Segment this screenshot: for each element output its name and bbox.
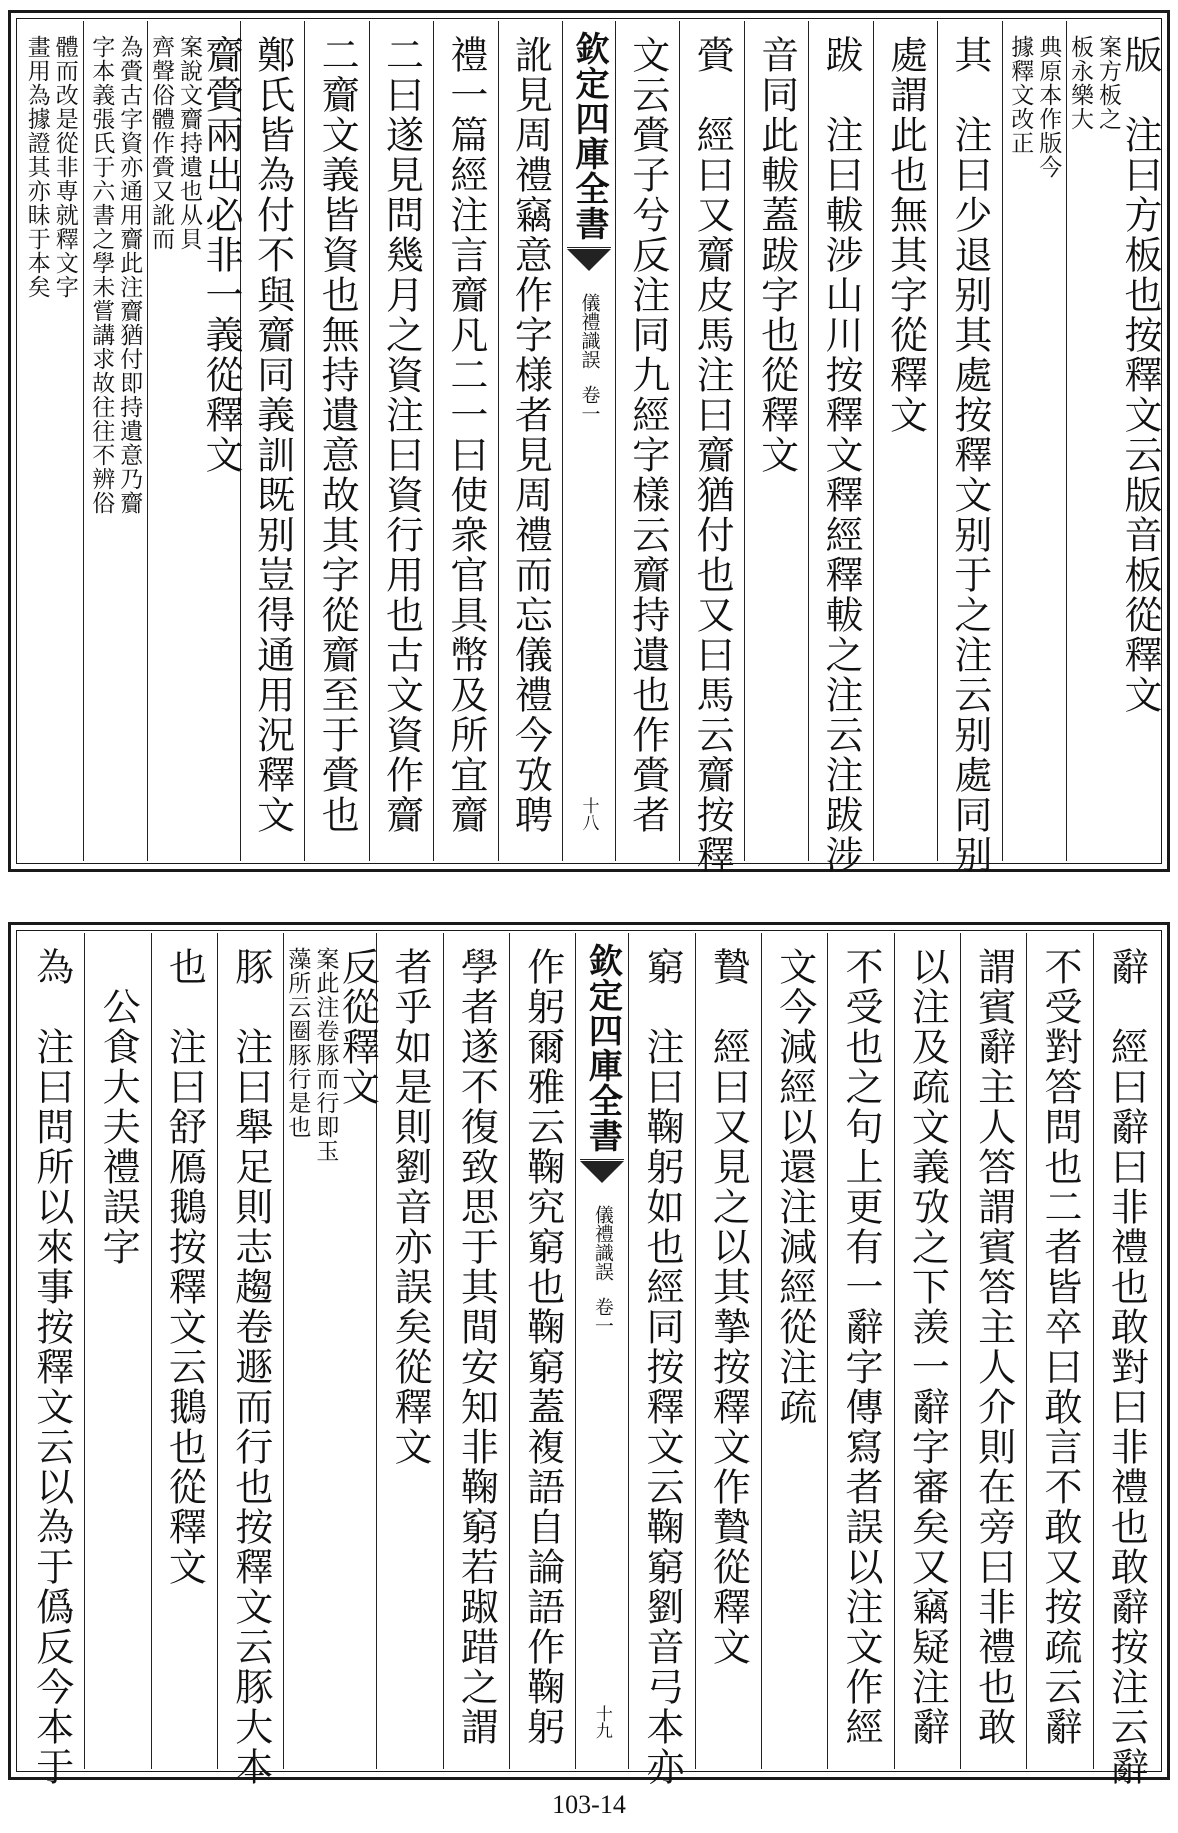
column-text: 豚 注曰舉足則志趨卷遯而行也按釋文云豚大本	[228, 947, 273, 1787]
column-text: 二齎文義皆資也無持遺意故其字從齎至于賫也	[315, 35, 360, 835]
text-column	[304, 21, 368, 861]
column-text: 作躬爾雅云鞠究窮也鞠窮蓋複語自論語作鞠躬	[520, 947, 565, 1747]
commentary-note: 案說文齎持遺也从貝	[175, 35, 202, 251]
commentary-note: 體而改是從非専就釋文字	[51, 35, 78, 299]
column-text: 其 注曰少退别其處按釋文别于之注云别處同别	[947, 35, 992, 875]
text-column	[1066, 21, 1162, 861]
volume-label: 卷一	[578, 385, 601, 423]
column-with-notes	[1067, 21, 1162, 715]
commentary-note: 為賫古字資亦通用齎此注齎猶付即持遺意乃齎	[116, 35, 143, 515]
volume-label: 卷一	[591, 1297, 614, 1335]
column-text: 不受也之句上更有一辭字傳寫者誤以注文作經	[839, 947, 884, 1747]
column-text: 文今減經以還注減經從注疏	[772, 947, 817, 1427]
text-column	[808, 21, 872, 875]
text-column	[1093, 933, 1159, 1787]
column-text: 鄭氏皆為付不與齎同義訓既别豈得通用況釋文	[250, 35, 295, 835]
text-column	[151, 933, 217, 1769]
text-column	[873, 21, 937, 861]
column-text: 窮 注曰鞠躬如也經同按釋文云鞠窮劉音弓本亦	[640, 947, 685, 1787]
commentary-note: 板永樂大	[1067, 35, 1093, 131]
column-text: 二曰遂見問幾月之資注曰資行用也古文資作齎	[379, 35, 424, 835]
column-text: 者乎如是則劉音亦誤矣從釋文	[388, 947, 433, 1467]
text-column	[498, 21, 562, 861]
text-column	[433, 21, 497, 861]
commentary-note: 案方板之	[1095, 35, 1121, 131]
folio-number: 十八	[578, 797, 599, 831]
text-column	[937, 21, 1001, 875]
column-text: 賫 經曰又齎皮馬注曰齎猶付也又曰馬云齎按釋	[690, 35, 735, 875]
column-text: 訛見周禮竊意作字様者見周禮而忘儀禮今攷聘	[508, 35, 553, 835]
text-column	[369, 21, 433, 861]
column-text: 謂賓辭主人答謂賓答主人介則在旁曰非禮也敢	[971, 947, 1016, 1747]
column-text: 贄 經曰又見之以其摯按釋文作贄從釋文	[706, 947, 751, 1667]
commentary-note: 典原本作版今	[1035, 35, 1062, 179]
commentary-note: 藻所云圈豚行是也	[284, 947, 311, 1139]
fish-tail-header	[575, 933, 628, 1769]
text-column	[509, 933, 575, 1769]
column-text: 不受對答問也二者皆卒曰敢言不敢又按疏云辭	[1038, 947, 1082, 1747]
book-title: 儀禮識誤	[578, 293, 601, 369]
fish-tail-header	[562, 21, 615, 861]
folio-number: 十九	[591, 1705, 612, 1739]
column-text: 禮一篇經注言齎凡二一曰使衆官具幣及所宜齎	[443, 35, 488, 835]
text-column	[679, 21, 743, 875]
page-number: 103-14	[552, 1790, 626, 1819]
text-column	[761, 933, 827, 1769]
bottom-page-frame	[8, 922, 1170, 1787]
top-page-frame	[8, 10, 1170, 875]
commentary-note: 齊聲俗體作賫又訛而	[147, 35, 174, 251]
column-text: 處謂此也無其字從釋文	[883, 35, 928, 435]
fish-tail-mark	[578, 1159, 626, 1189]
text-column	[19, 933, 84, 1787]
text-column	[84, 933, 150, 1769]
column-text: 辭 經曰辭曰非禮也敢對曰非禮也敢辭按注云辭	[1104, 947, 1149, 1787]
fish-tail-mark	[565, 247, 613, 277]
commentary-notes	[1007, 21, 1061, 179]
collection-title: 欽定四庫全書	[569, 31, 610, 241]
column-text: 也 注曰舒鴈鵝按釋文云鵝也從釋文	[162, 947, 207, 1587]
column-with-notes	[147, 21, 243, 475]
commentary-notes	[88, 21, 142, 515]
text-column	[1002, 21, 1066, 861]
text-column	[147, 21, 243, 861]
text-column	[894, 933, 960, 1769]
text-column	[628, 933, 694, 1787]
column-text: 版 注曰方板也按釋文云版音板從釋文	[1118, 35, 1162, 715]
column-text: 反從釋文	[335, 947, 380, 1107]
text-column	[695, 933, 761, 1769]
column-text: 文云賫子兮反注同九經字樣云齎持遺也作賫者	[625, 35, 670, 835]
column-text: 跋 注曰軷涉山川按釋文釋經釋軷之注云注跋涉	[819, 35, 864, 875]
text-column	[615, 21, 679, 861]
collection-title: 欽定四庫全書	[582, 943, 623, 1153]
commentary-note: 字本義張氏于六書之學未嘗講求故往往不辨俗	[88, 35, 115, 515]
book-title: 儀禮識誤	[591, 1205, 614, 1281]
commentary-note: 據釋文改正	[1007, 35, 1034, 155]
commentary-note: 畫用為據證其亦昧于本矣	[23, 35, 50, 299]
column-with-notes	[284, 933, 380, 1163]
text-column	[443, 933, 509, 1769]
column-text: 學者遂不復致思于其間安知非鞠窮若踧踖之謂	[454, 947, 499, 1747]
column-text: 齎賫兩出必非一義從釋文	[198, 35, 243, 475]
text-column	[960, 933, 1026, 1769]
commentary-notes	[24, 21, 78, 299]
column-text: 為 注曰問所以來事按釋文云以為于僞反今本于	[29, 947, 74, 1787]
top-columns	[19, 21, 1162, 875]
commentary-note: 案此注卷豚而行即玉	[312, 947, 339, 1163]
text-column	[744, 21, 808, 861]
text-column	[19, 21, 82, 861]
text-column	[283, 933, 380, 1769]
column-text: 音同此軷蓋跋字也從釋文	[754, 35, 799, 475]
text-column	[217, 933, 283, 1787]
column-text: 以注及疏文義攷之下羡一辭字審矣又竊疑注辭	[905, 947, 950, 1747]
text-column	[827, 933, 893, 1769]
text-column	[376, 933, 442, 1769]
bottom-columns	[19, 933, 1159, 1787]
text-column	[83, 21, 147, 861]
column-text: 公食大夫禮誤字	[96, 947, 141, 1267]
text-column	[1026, 933, 1092, 1769]
text-column	[240, 21, 304, 861]
